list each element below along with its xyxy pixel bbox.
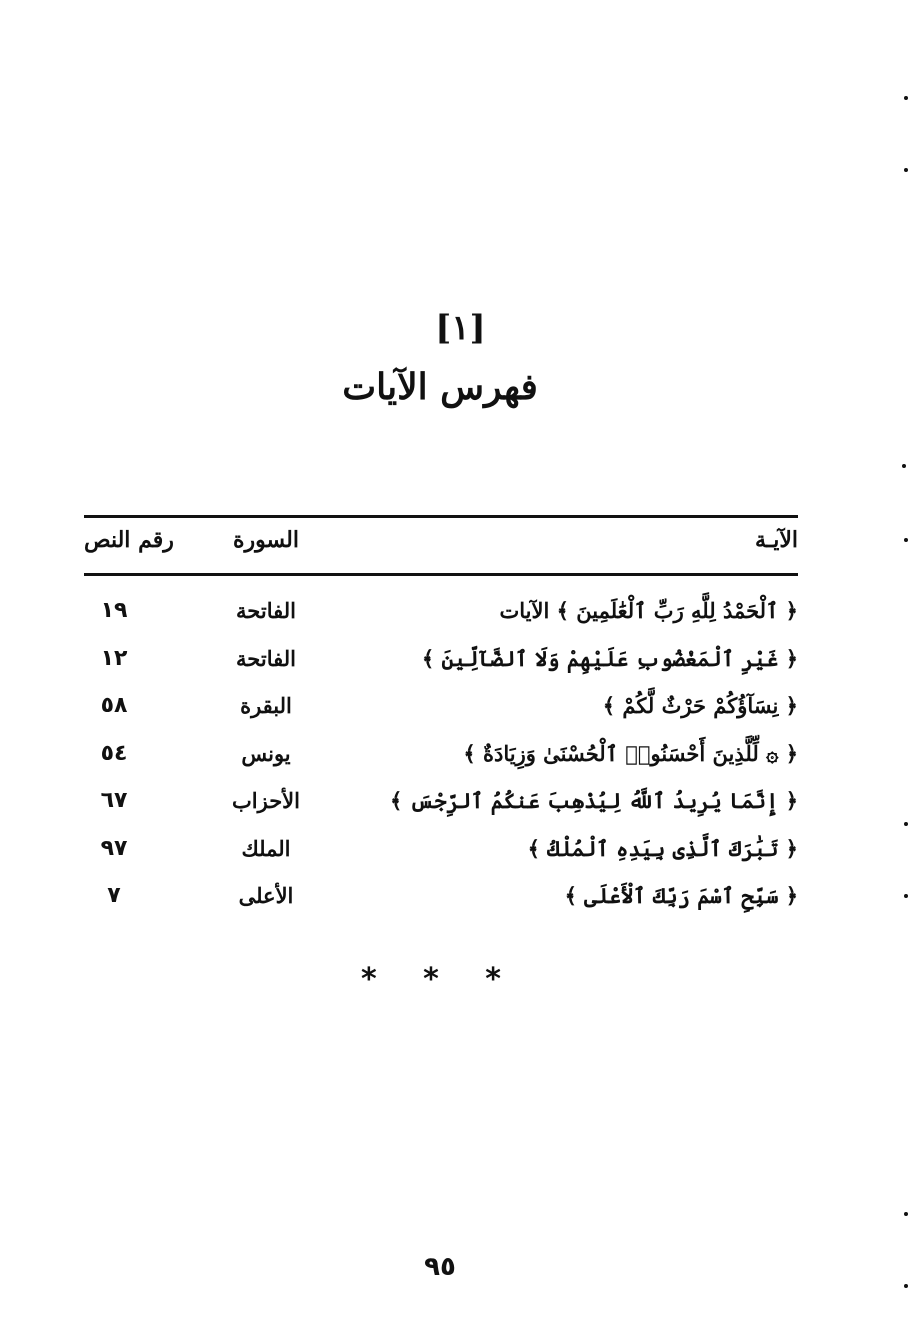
row-number: ٦٧ — [100, 788, 128, 813]
header-number: رقم النص — [84, 527, 174, 553]
scan-edge-mark — [904, 1284, 908, 1288]
section-number: [١] — [435, 308, 486, 348]
row-number: ٥٤ — [100, 740, 128, 766]
table-body — [84, 598, 798, 931]
row-number: ١٢ — [100, 645, 128, 671]
scan-edge-mark — [904, 538, 908, 542]
header-surah: السورة — [233, 527, 299, 553]
row-surah: يونس — [241, 740, 291, 766]
scan-edge-mark — [904, 168, 908, 172]
row-ayah: ﴿ سَبِّحِ ٱسْمَ رَبِّكَ ٱلْأَعْلَى ﴾ — [564, 883, 798, 908]
row-ayah: ﴿ ۞ لِّلَّذِينَ أَحْسَنُوا۟ ٱلْحُسْنَىٰ وَزِيَادَةٌ ﴾ — [463, 740, 798, 766]
row-surah: الفاتحة — [236, 645, 296, 671]
header-ayah: الآيـة — [754, 527, 798, 553]
row-number: ٩٧ — [100, 835, 128, 861]
row-ayah: ﴿ غَيْرِ ٱلْمَغْضُوبِ عَلَيْهِمْ وَلَا ٱلضَّآلِّينَ ﴾ — [421, 645, 798, 671]
row-surah: الأعلى — [238, 883, 294, 908]
table-row — [84, 598, 798, 646]
row-number: ٥٨ — [100, 693, 128, 718]
page-number: ٩٥ — [424, 1252, 456, 1282]
table-row — [84, 788, 798, 836]
scan-edge-mark — [904, 96, 908, 100]
table-row — [84, 883, 798, 931]
table-row — [84, 741, 798, 789]
row-number: ١٩ — [100, 598, 128, 623]
row-ayah: ﴿ إِنَّمَا يُرِيدُ ٱللَّهُ لِيُذْهِبَ عَنكُمُ ٱلرِّجْسَ ﴾ — [389, 788, 798, 813]
table-row — [84, 693, 798, 741]
row-surah: البقرة — [240, 693, 292, 718]
row-surah: الملك — [241, 835, 291, 861]
table-header-rule — [84, 573, 798, 576]
table-top-rule — [84, 515, 798, 518]
row-ayah: ﴿ ٱلْحَمْدُ لِلَّهِ رَبِّ ٱلْعَٰلَمِينَ ﴾ الآيات — [499, 598, 798, 623]
row-surah: الأحزاب — [232, 788, 300, 813]
scan-edge-mark — [904, 1212, 908, 1216]
scan-edge-mark — [902, 464, 906, 468]
section-separator: * * * — [361, 962, 519, 997]
row-number: ٧ — [107, 883, 121, 908]
table-header — [84, 527, 798, 567]
row-ayah: ﴿ تَبَٰرَكَ ٱلَّذِى بِيَدِهِ ٱلْمُلْكُ ﴾ — [527, 835, 798, 861]
table-row — [84, 646, 798, 694]
row-ayah: ﴿ نِسَآؤُكُمْ حَرْثٌ لَّكُمْ ﴾ — [602, 693, 798, 718]
scan-edge-mark — [904, 894, 908, 898]
row-surah: الفاتحة — [236, 598, 296, 623]
table-row — [84, 836, 798, 884]
scan-edge-mark — [904, 822, 908, 826]
page-title: فهرس الآيات — [342, 366, 538, 408]
